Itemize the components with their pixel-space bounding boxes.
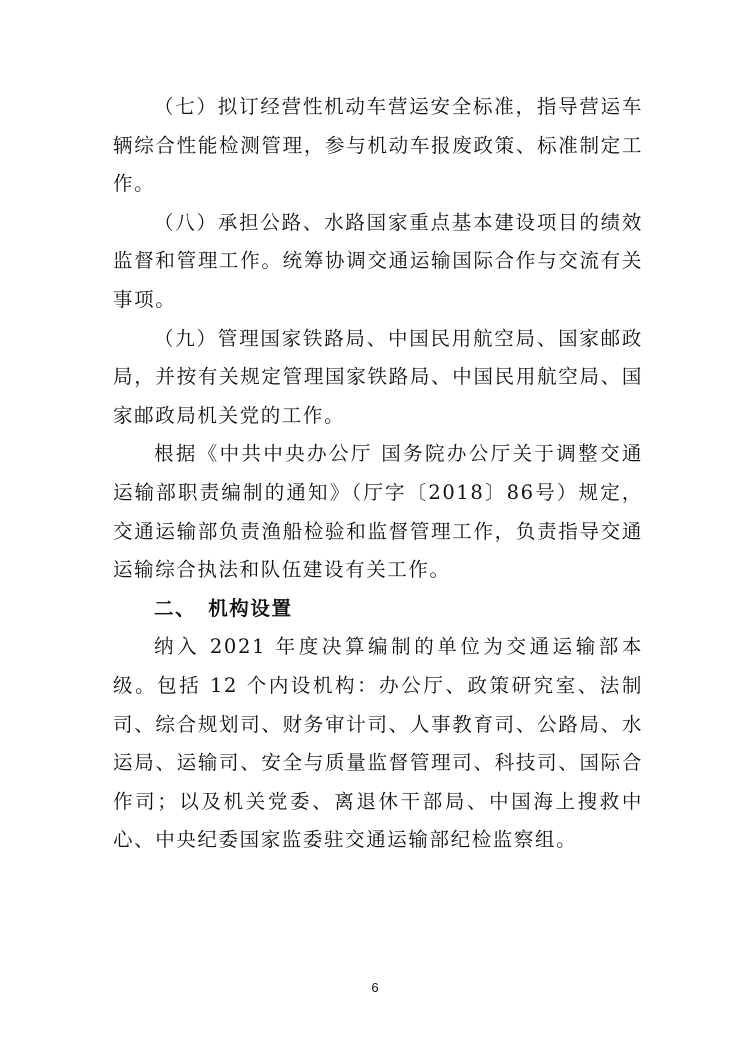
paragraph-item-7: （七）拟订经营性机动车营运安全标准，指导营运车辆综合性能检测管理，参与机动车报废政策、标准制定工作。	[113, 95, 643, 196]
document-body	[113, 88, 643, 860]
paragraph-item-8: （八）承担公路、水路国家重点基本建设项目的绩效监督和管理工作。统筹协调交通运输国际合作与交流有关事项。	[113, 210, 643, 311]
paragraph-item-9: （九）管理国家铁路局、中国民用航空局、国家邮政局，并按有关规定管理国家铁路局、中国民用航空局、国家邮政局机关党的工作。	[113, 326, 643, 427]
paragraph-notice-reference: 根据《中共中央办公厅 国务院办公厅关于调整交通运输部职责编制的通知》（厅字〔2018〕86号）规定，交通运输部负责渔船检验和监督管理工作，负责指导交通运输综合执法和队伍建设有关工作。	[113, 442, 643, 582]
paragraph-organization: 纳入 2021 年度决算编制的单位为交通运输部本级。包括 12 个内设机构：办公厅、政策研究室、法制司、综合规划司、财务审计司、人事教育司、公路局、水运局、运输司、安全与质量监督管理司、科技司、国际合作司；以及机关党委、离退休干部局、中国海上搜救中心、中央纪委国家监委驻交通运输部纪检监察组。	[113, 635, 643, 852]
section-number: 二、	[154, 596, 197, 620]
page-number: 6	[371, 980, 379, 995]
section-heading	[113, 590, 643, 629]
section-title: 机构设置	[208, 596, 293, 620]
